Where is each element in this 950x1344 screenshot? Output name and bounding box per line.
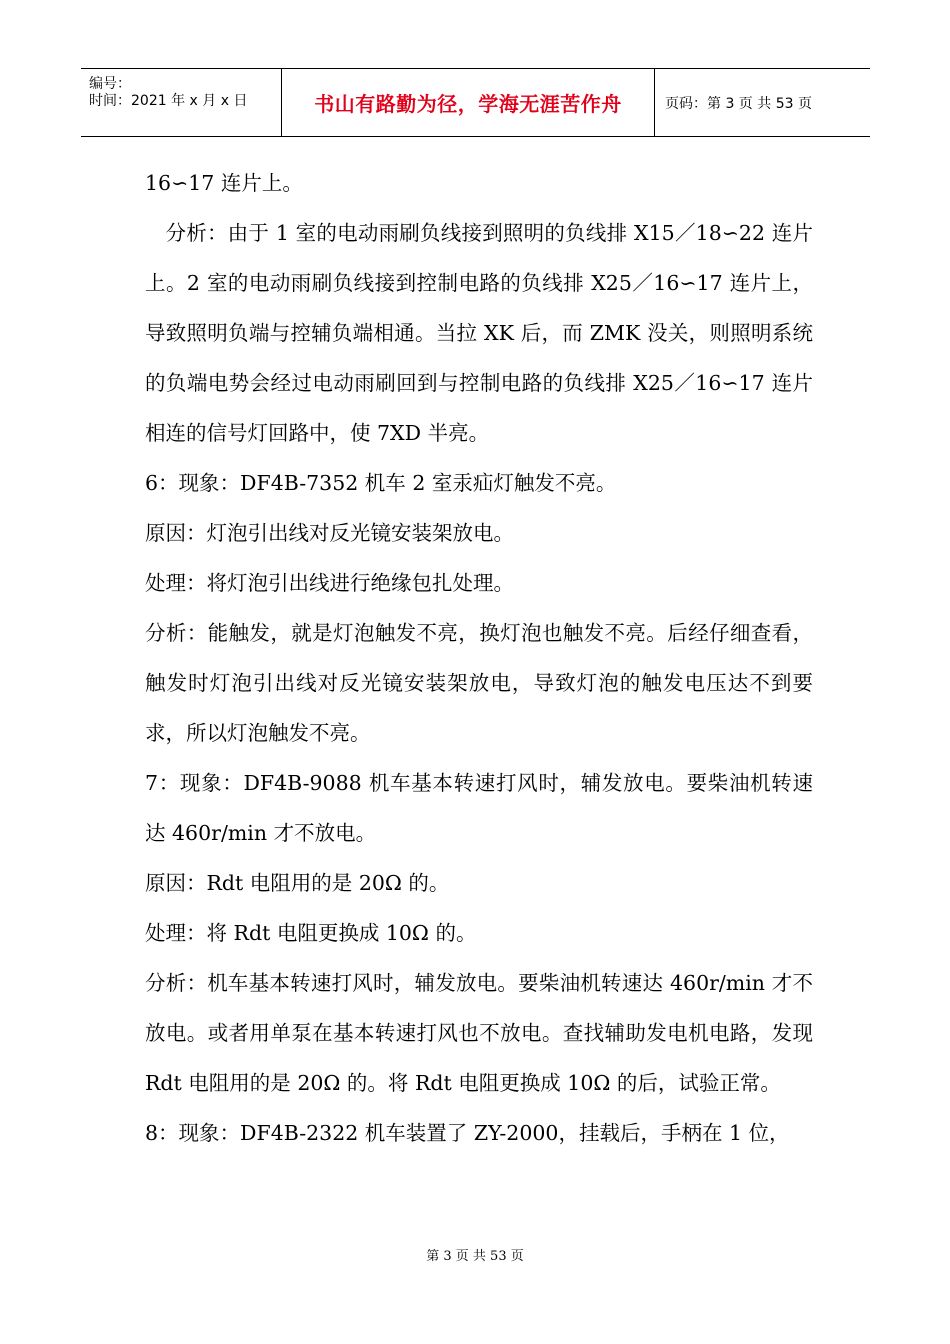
header-motto (282, 69, 655, 136)
header-page-info (655, 69, 870, 136)
paragraph: 7：现象：DF4B-9088 机车基本转速打风时，辅发放电。要柴油机转速达 460r/min 才不放电。 (145, 771, 813, 845)
document-number-label: 编号： (89, 76, 131, 92)
paragraph: 原因：Rdt 电阻用的是 20Ω 的。 (145, 871, 450, 895)
page-info-text: 页码：第 3 页 共 53 页 (665, 95, 812, 112)
paragraph: 6：现象：DF4B-7352 机车 2 室汞疝灯触发不亮。 (145, 471, 617, 495)
paragraph: 8：现象：DF4B-2322 机车装置了 ZY-2000，挂载后，手柄在 1 位， (145, 1121, 790, 1145)
paragraph: 分析：由于 1 室的电动雨刷负线接到照明的负线排 X15／18∽22 连片上。2 室的电动雨刷负线接到控制电路的负线排 X25／16∽17 连片上，导致照明负端与控辅负端相通。当拉 XK 后，而 ZMK 没关，则照明系统的负端电势会经过电动雨刷回到与控制电路的负线排 X25／16∽17 连片相连的信号灯回路中，使 7XD 半亮。 (145, 221, 813, 445)
page-footer: 第 3 页 共 53 页 (426, 1249, 524, 1264)
paragraph: 原因：灯泡引出线对反光镜安装架放电。 (145, 521, 514, 545)
page-header (81, 68, 870, 137)
document-body (145, 158, 813, 1158)
motto-text: 书山有路勤为径，学海无涯苦作舟 (314, 92, 622, 116)
paragraph: 处理：将灯泡引出线进行绝缘包扎处理。 (145, 571, 514, 595)
paragraph: 分析：机车基本转速打风时，辅发放电。要柴油机转速达 460r/min 才不放电。或者用单泵在基本转速打风也不放电。查找辅助发电机电路，发现 Rdt 电阻用的是 20Ω 的。将 Rdt 电阻更换成 10Ω 的后，试验正常。 (145, 971, 813, 1095)
header-meta (81, 69, 282, 136)
document-date: 时间：2021 年 x 月 x 日 (89, 93, 248, 109)
paragraph: 16∽17 连片上。 (145, 171, 303, 195)
paragraph: 分析：能触发，就是灯泡触发不亮，换灯泡也触发不亮。后经仔细查看，触发时灯泡引出线对反光镜安装架放电，导致灯泡的触发电压达不到要求，所以灯泡触发不亮。 (145, 621, 813, 745)
paragraph: 处理：将 Rdt 电阻更换成 10Ω 的。 (145, 921, 477, 945)
